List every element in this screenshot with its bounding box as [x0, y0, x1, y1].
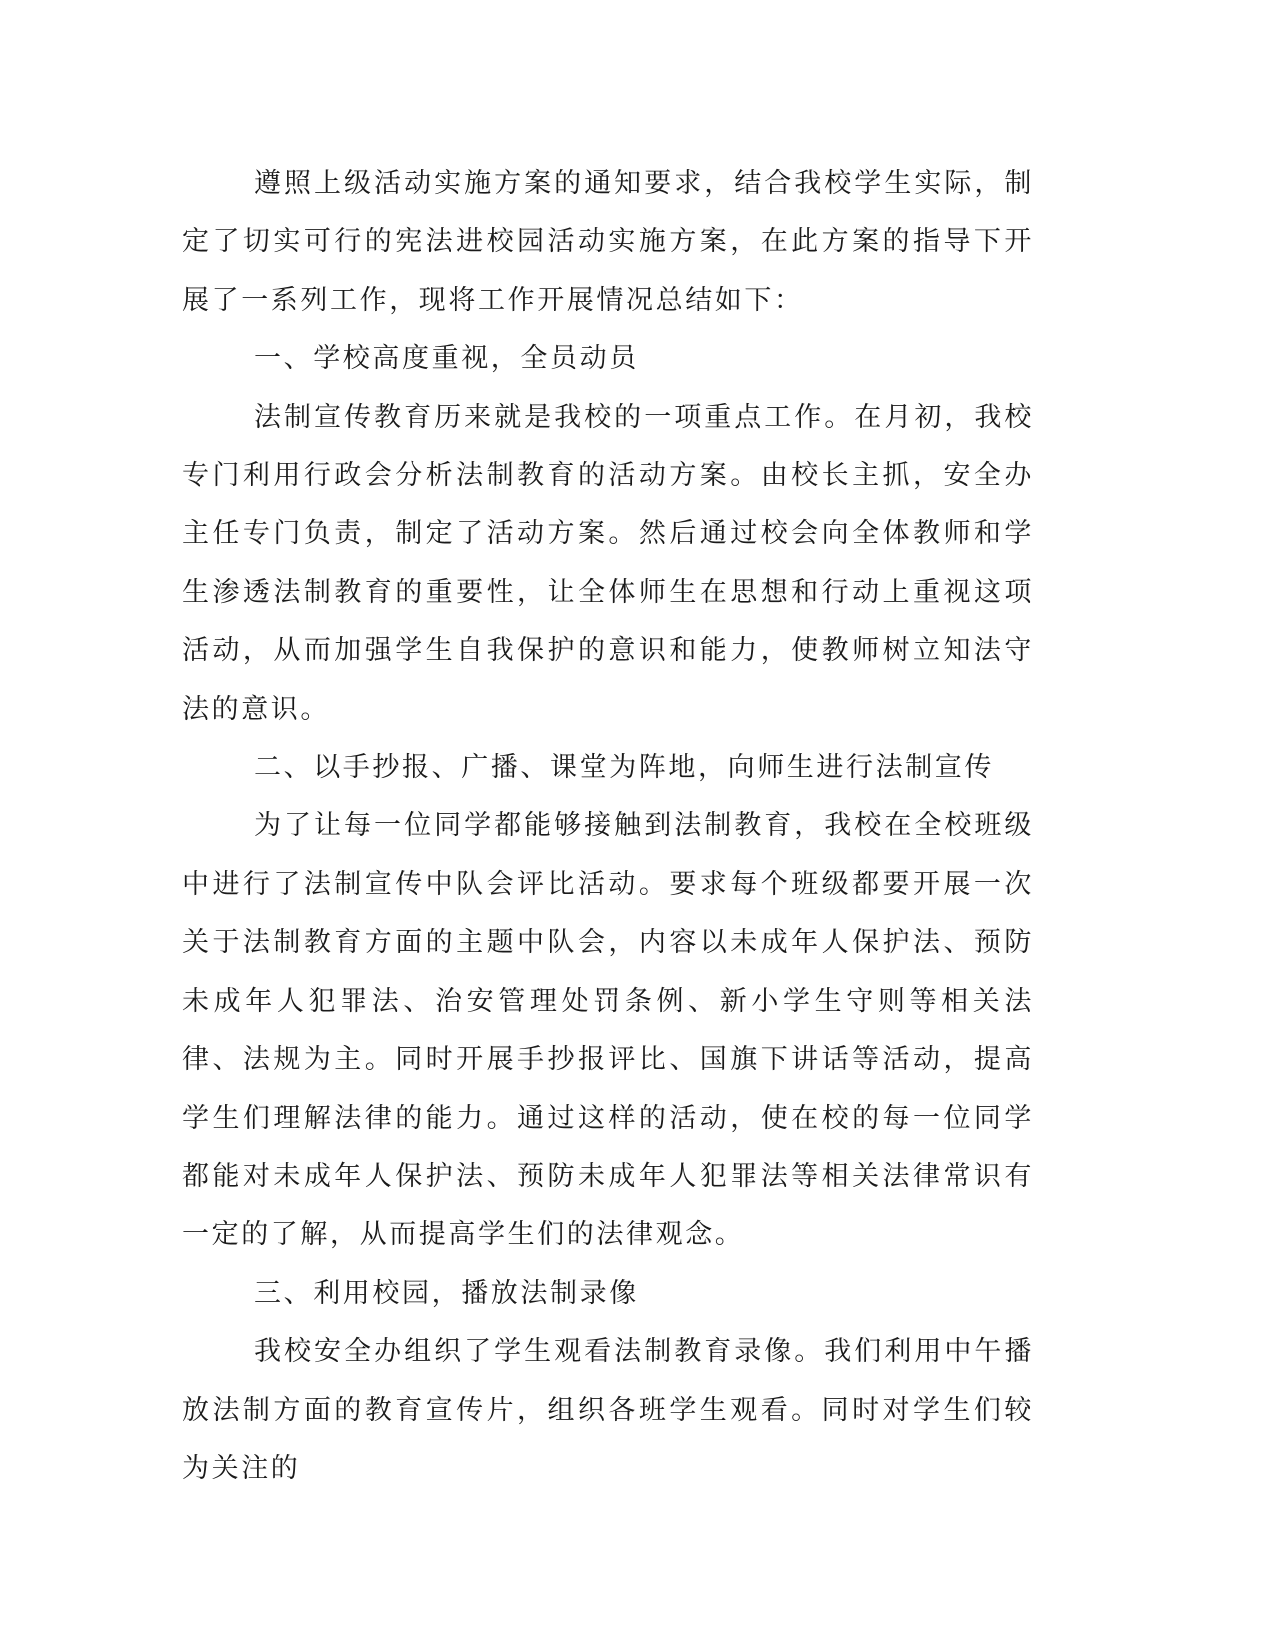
paragraph-section-1: 法制宣传教育历来就是我校的一项重点工作。在月初，我校专门利用行政会分析法制教育的活动方案。由校长主抓，安全办主任专门负责，制定了活动方案。然后通过校会向全体教师和学生渗透法制教育的重要性，让全体师生在思想和行动上重视这项活动，从而加强学生自我保护的意识和能力，使教师树立知法守法的意识。 — [182, 401, 1034, 725]
section-heading-3: 三、利用校园，播放法制录像 — [254, 1277, 639, 1309]
section-heading-1: 一、学校高度重视，全员动员 — [254, 343, 639, 375]
section-heading-2: 二、以手抄报、广播、课堂为阵地，向师生进行法制宣传 — [254, 752, 994, 784]
paragraph-intro: 遵照上级活动实施方案的通知要求，结合我校学生实际，制定了切实可行的宪法进校园活动实施方案，在此方案的指导下开展了一系列工作，现将工作开展情况总结如下： — [182, 168, 1034, 316]
document-body — [182, 155, 1034, 1498]
paragraph-section-3: 我校安全办组织了学生观看法制教育录像。我们利用中午播放法制方面的教育宣传片，组织各班学生观看。同时对学生们较为关注的 — [182, 1336, 1034, 1484]
paragraph-section-2: 为了让每一位同学都能够接触到法制教育，我校在全校班级中进行了法制宣传中队会评比活动。要求每个班级都要开展一次关于法制教育方面的主题中队会，内容以未成年人保护法、预防未成年人犯罪法、治安管理处罚条例、新小学生守则等相关法律、法规为主。同时开展手抄报评比、国旗下讲话等活动，提高学生们理解法律的能力。通过这样的活动，使在校的每一位同学都能对未成年人保护法、预防未成年人犯罪法等相关法律常识有一定的了解，从而提高学生们的法律观念。 — [182, 810, 1034, 1251]
